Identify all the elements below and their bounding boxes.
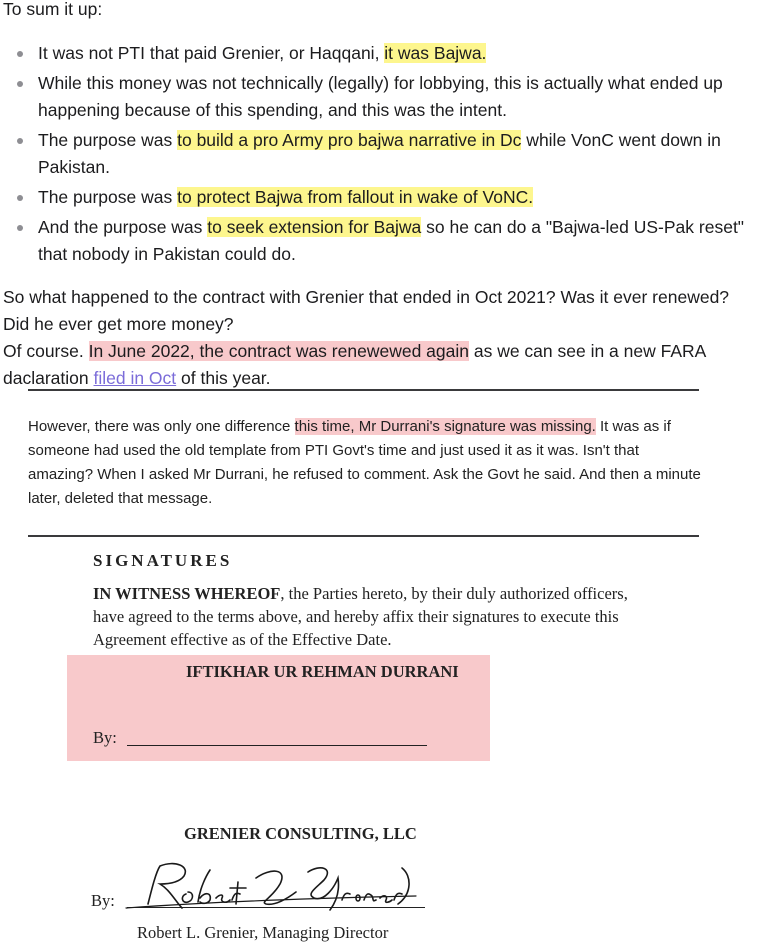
bullet-icon [17, 51, 23, 57]
bullet-icon [17, 225, 23, 231]
doc-heading: SIGNATURES [93, 551, 233, 570]
highlight-yellow: to build a pro Army pro bajwa narrative in Dc [177, 130, 522, 150]
list-item [0, 70, 763, 124]
signer-name: Robert L. Grenier, Managing Director [137, 923, 389, 942]
handwritten-signature [120, 858, 420, 918]
bullet-icon [17, 138, 23, 144]
highlight-yellow: to protect Bajwa from fallout in wake of VoNC. [177, 187, 534, 207]
highlight-yellow: it was Bajwa. [384, 43, 487, 63]
signature-line-empty [127, 745, 427, 746]
bullet-text: while VonC went down in Pakistan. [38, 130, 721, 177]
quote-block [28, 415, 708, 511]
paragraph-line: Did he ever get more money? [3, 314, 234, 334]
bullet-text: While this money was not technically (legally) for lobbying, this is actually what ended up happening because of this spending, and this was the intent. [38, 73, 723, 120]
paragraph-line [3, 365, 271, 392]
highlight-yellow: to seek extension for Bajwa [207, 217, 422, 237]
bullet-icon [17, 195, 23, 201]
doc-witness-line: have agreed to the terms above, and hereby affix their signatures to execute this [93, 607, 619, 626]
bullet-text: The purpose was [38, 130, 178, 150]
paragraph-text: of this year. [176, 368, 271, 388]
paragraph-text: daclaration [3, 368, 94, 388]
quote-text: It was as if someone had used the old template from PTI Govt's time and just used it as it was. Isn't that amazing? When I asked Mr Durrani, he refused to comment. Ask the Govt he said. And then a minute later, deleted that message. [28, 418, 701, 507]
doc-witness-text: , the Parties hereto, by their duly authorized officers, [280, 584, 628, 603]
bullet-text: The purpose was [38, 187, 178, 207]
list-item [0, 40, 763, 67]
by-label: By: [91, 891, 115, 910]
paragraph-text: as we can see in a new FARA [468, 341, 707, 361]
by-label: By: [93, 728, 117, 747]
paragraph-text: Of course. [3, 341, 89, 361]
party-name-durrani: IFTIKHAR UR REHMAN DURRANI [186, 662, 459, 681]
summary-list [0, 40, 766, 271]
doc-witness-line: Agreement effective as of the Effective Date. [93, 630, 392, 649]
list-item [0, 184, 763, 211]
highlight-pink: In June 2022, the contract was renewewed again [88, 341, 469, 361]
paragraph-line: So what happened to the contract with Grenier that ended in Oct 2021? Was it ever renewed? [3, 287, 730, 307]
divider-top [28, 389, 699, 391]
list-item [0, 127, 763, 181]
bullet-icon [17, 81, 23, 87]
quote-text: However, there was only one difference [28, 418, 295, 435]
paragraph-line [3, 338, 706, 365]
divider-bottom [28, 535, 699, 537]
filed-link[interactable]: filed in Oct [93, 368, 177, 388]
doc-witness-bold: IN WITNESS WHEREOF [93, 584, 281, 603]
intro-text: To sum it up: [3, 0, 103, 19]
bullet-text: And the purpose was [38, 217, 208, 237]
bullet-text: It was not PTI that paid Grenier, or Haqqani, [38, 43, 385, 63]
list-item [0, 214, 763, 268]
bullet-text: so he can do a "Bajwa-led US-Pak reset" that nobody in Pakistan could do. [38, 217, 745, 264]
highlight-pink: this time, Mr Durrani's signature was missing. [294, 418, 596, 435]
party-name-grenier: GRENIER CONSULTING, LLC [184, 824, 417, 843]
doc-witness-line [93, 583, 628, 605]
